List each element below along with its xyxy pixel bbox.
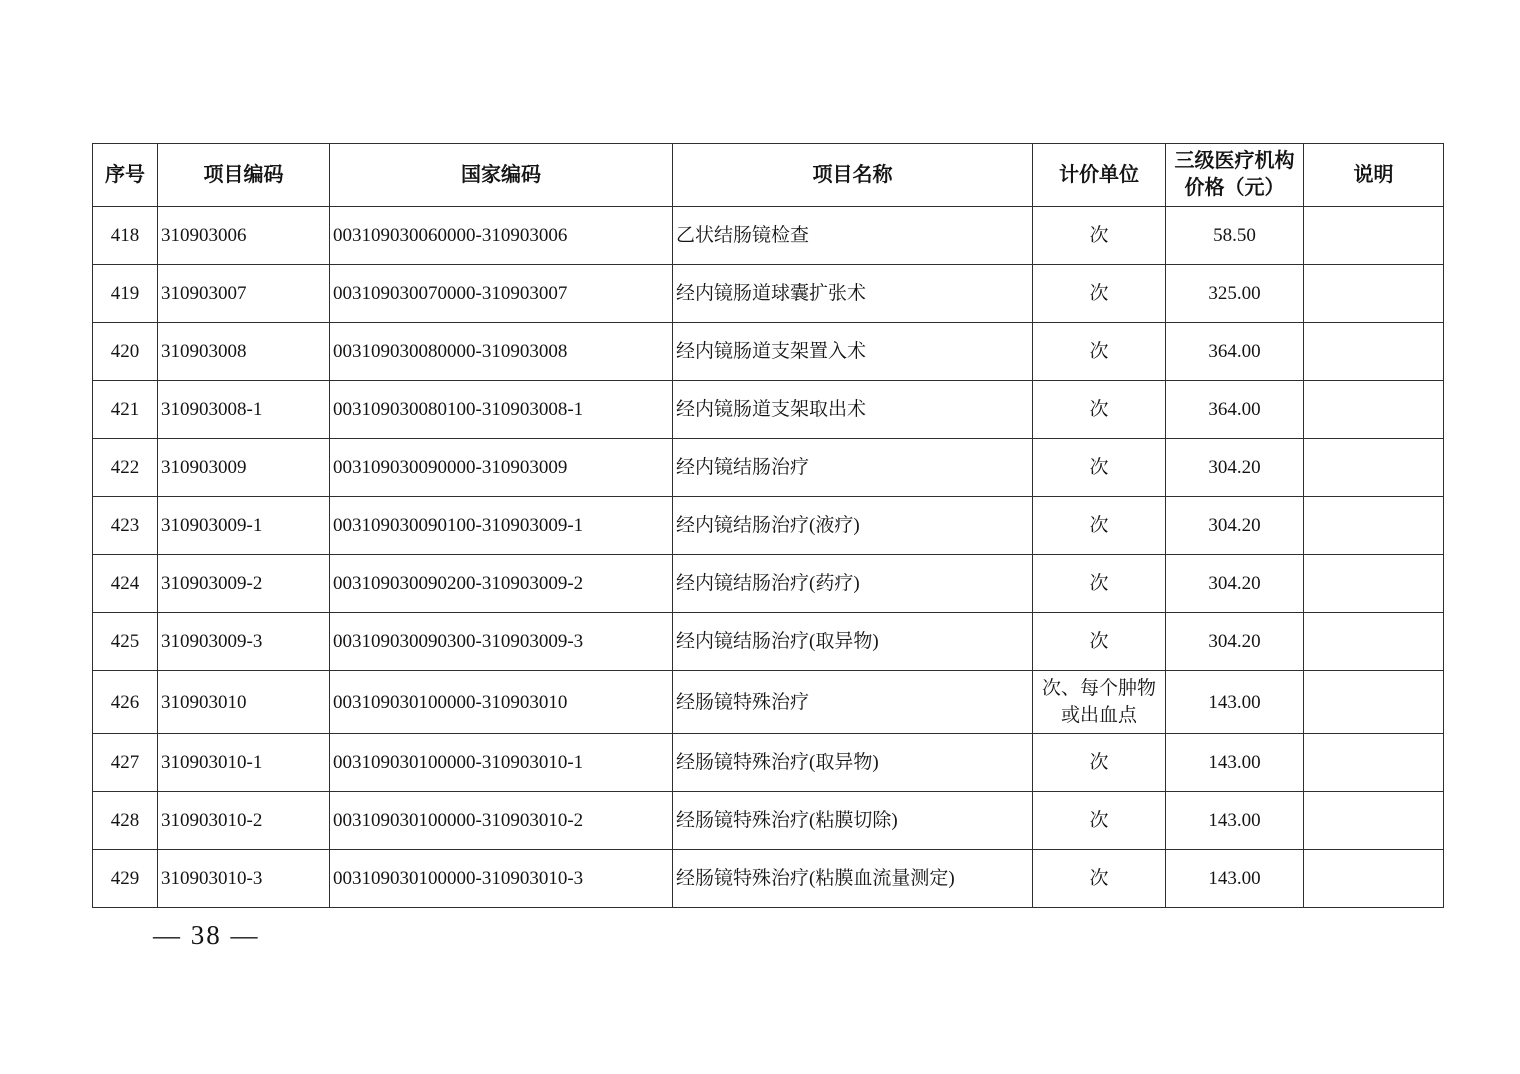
cell-seq: 423 <box>93 497 158 555</box>
cell-price: 143.00 <box>1166 671 1304 734</box>
cell-price: 325.00 <box>1166 265 1304 323</box>
cell-unit: 次 <box>1033 265 1166 323</box>
cell-unit: 次 <box>1033 555 1166 613</box>
cell-name: 经内镜结肠治疗(药疗) <box>673 555 1033 613</box>
table-row <box>93 671 1444 734</box>
cell-name: 经内镜肠道支架取出术 <box>673 381 1033 439</box>
cell-unit: 次 <box>1033 439 1166 497</box>
cell-price: 143.00 <box>1166 792 1304 850</box>
table-row <box>93 613 1444 671</box>
cell-unit: 次、每个肿物或出血点 <box>1033 671 1166 734</box>
cell-national_code: 003109030080100-310903008-1 <box>330 381 673 439</box>
cell-item_code: 310903008-1 <box>158 381 330 439</box>
column-header-national_code: 国家编码 <box>330 144 673 207</box>
cell-item_code: 310903010 <box>158 671 330 734</box>
column-header-seq: 序号 <box>93 144 158 207</box>
table-row <box>93 265 1444 323</box>
cell-seq: 422 <box>93 439 158 497</box>
cell-item_code: 310903009-2 <box>158 555 330 613</box>
table-header-row <box>93 144 1444 207</box>
cell-note <box>1304 265 1444 323</box>
cell-note <box>1304 734 1444 792</box>
cell-note <box>1304 497 1444 555</box>
cell-price: 143.00 <box>1166 850 1304 908</box>
column-header-name: 项目名称 <box>673 144 1033 207</box>
cell-price: 304.20 <box>1166 439 1304 497</box>
cell-note <box>1304 792 1444 850</box>
cell-national_code: 003109030100000-310903010 <box>330 671 673 734</box>
cell-seq: 421 <box>93 381 158 439</box>
cell-unit: 次 <box>1033 497 1166 555</box>
cell-name: 经内镜肠道球囊扩张术 <box>673 265 1033 323</box>
cell-seq: 428 <box>93 792 158 850</box>
cell-item_code: 310903007 <box>158 265 330 323</box>
page-number: — 38 — <box>153 920 260 950</box>
cell-note <box>1304 207 1444 265</box>
table-row <box>93 792 1444 850</box>
cell-item_code: 310903010-3 <box>158 850 330 908</box>
column-header-unit: 计价单位 <box>1033 144 1166 207</box>
cell-unit: 次 <box>1033 850 1166 908</box>
cell-item_code: 310903010-1 <box>158 734 330 792</box>
cell-item_code: 310903009-1 <box>158 497 330 555</box>
table-row <box>93 850 1444 908</box>
cell-national_code: 003109030090200-310903009-2 <box>330 555 673 613</box>
cell-unit: 次 <box>1033 323 1166 381</box>
table-body <box>93 207 1444 908</box>
cell-seq: 418 <box>93 207 158 265</box>
cell-note <box>1304 381 1444 439</box>
cell-name: 经肠镜特殊治疗(取异物) <box>673 734 1033 792</box>
cell-price: 304.20 <box>1166 555 1304 613</box>
cell-price: 304.20 <box>1166 613 1304 671</box>
cell-note <box>1304 439 1444 497</box>
cell-national_code: 003109030080000-310903008 <box>330 323 673 381</box>
cell-seq: 429 <box>93 850 158 908</box>
cell-price: 58.50 <box>1166 207 1304 265</box>
cell-note <box>1304 555 1444 613</box>
cell-name: 经内镜肠道支架置入术 <box>673 323 1033 381</box>
table-row <box>93 497 1444 555</box>
price-table <box>92 143 1444 908</box>
cell-national_code: 003109030090000-310903009 <box>330 439 673 497</box>
cell-seq: 424 <box>93 555 158 613</box>
cell-item_code: 310903009 <box>158 439 330 497</box>
cell-price: 143.00 <box>1166 734 1304 792</box>
cell-note <box>1304 323 1444 381</box>
cell-price: 364.00 <box>1166 381 1304 439</box>
cell-item_code: 310903006 <box>158 207 330 265</box>
cell-national_code: 003109030090100-310903009-1 <box>330 497 673 555</box>
cell-price: 304.20 <box>1166 497 1304 555</box>
cell-seq: 427 <box>93 734 158 792</box>
cell-item_code: 310903008 <box>158 323 330 381</box>
cell-note <box>1304 850 1444 908</box>
cell-note <box>1304 671 1444 734</box>
cell-national_code: 003109030070000-310903007 <box>330 265 673 323</box>
cell-national_code: 003109030100000-310903010-3 <box>330 850 673 908</box>
cell-item_code: 310903009-3 <box>158 613 330 671</box>
cell-national_code: 003109030090300-310903009-3 <box>330 613 673 671</box>
column-header-item_code: 项目编码 <box>158 144 330 207</box>
cell-unit: 次 <box>1033 381 1166 439</box>
cell-unit: 次 <box>1033 207 1166 265</box>
cell-name: 经肠镜特殊治疗 <box>673 671 1033 734</box>
table-row <box>93 555 1444 613</box>
column-header-note: 说明 <box>1304 144 1444 207</box>
cell-national_code: 003109030100000-310903010-1 <box>330 734 673 792</box>
cell-national_code: 003109030100000-310903010-2 <box>330 792 673 850</box>
cell-unit: 次 <box>1033 613 1166 671</box>
table-row <box>93 439 1444 497</box>
table-row <box>93 734 1444 792</box>
cell-name: 经肠镜特殊治疗(粘膜切除) <box>673 792 1033 850</box>
cell-name: 经内镜结肠治疗 <box>673 439 1033 497</box>
cell-name: 经内镜结肠治疗(取异物) <box>673 613 1033 671</box>
cell-seq: 426 <box>93 671 158 734</box>
table-row <box>93 381 1444 439</box>
cell-item_code: 310903010-2 <box>158 792 330 850</box>
cell-price: 364.00 <box>1166 323 1304 381</box>
cell-national_code: 003109030060000-310903006 <box>330 207 673 265</box>
table-row <box>93 323 1444 381</box>
cell-name: 乙状结肠镜检查 <box>673 207 1033 265</box>
cell-seq: 425 <box>93 613 158 671</box>
cell-unit: 次 <box>1033 734 1166 792</box>
table-row <box>93 207 1444 265</box>
cell-name: 经内镜结肠治疗(液疗) <box>673 497 1033 555</box>
cell-note <box>1304 613 1444 671</box>
cell-seq: 419 <box>93 265 158 323</box>
cell-name: 经肠镜特殊治疗(粘膜血流量测定) <box>673 850 1033 908</box>
cell-unit: 次 <box>1033 792 1166 850</box>
column-header-price: 三级医疗机构价格（元） <box>1166 144 1304 207</box>
cell-seq: 420 <box>93 323 158 381</box>
